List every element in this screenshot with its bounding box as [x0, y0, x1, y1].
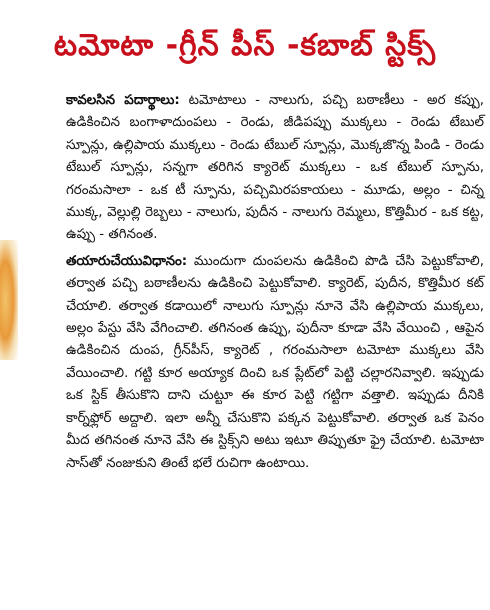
- food-image-fragment: [0, 240, 18, 360]
- method-text: ముందుగా దుంపలను ఉడికించి పొడి చేసి పెట్టుకోవాలి, తర్వాత పచ్చి బఠాణీలను ఉడికించి పెట్టుకోవాలి. క్యారెట్, పుదీన, కొత్తిమీర కట్ చేయాలి. తర్వాత కడాయిలో నాలుగు స్పూన్లు నూనె వేసి ఉల్లిపాయ ముక్కలు, అల్లం పేస్టు వేసి వేగించాలి. తగినంత ఉప్పు, పుదీనా కూడా వేసి వేయించి , ఆపైన ఉడికించిన దుంప, గ్రీన్‌పీస్, క్యారెట్ , గరంమసాలా టమోటా ముక్కలు వేసి వేయించాలి. గట్టి కూర అయ్యాక దించి ఒక ప్లేట్‌లో పెట్టి చల్లారనివ్వాలి. ఇప్పుడు ఒక స్టిక్ తీసుకొని దాని చుట్టూ ఈ కూర పెట్టి గట్టిగా వత్తాలి. ఇప్పుడు దీనికి కార్న్‌ఫ్లోర్ అద్దాలి. ఇలా అన్నీ చేసుకొని పక్కన పెట్టుకోవాలి. తర్వాత ఒక పెనం మీద తగినంత నూనె వేసి ఈ స్టిక్స్‌ని అటు ఇటూ తిప్పుతూ ఫ్రై చేయాలి. టమోటా సాస్‌తో నంజుకుని తింటే భలే రుచిగా ఉంటాయి.: [66, 253, 484, 471]
- ingredients-heading: కావలసిన పదార్థాలు:: [66, 93, 180, 108]
- recipe-title: టమోటా -గ్రీన్ పీస్ -కబాబ్ స్టిక్స్: [53, 28, 437, 63]
- method-heading: తయారుచేయువిధానం:: [66, 253, 188, 269]
- method-paragraph: [22, 251, 484, 475]
- recipe-body: [22, 90, 484, 475]
- ingredients-paragraph: [22, 90, 484, 247]
- ingredients-text: టమోటాలు - నాలుగు, పచ్చి బఠాణీలు - అర కప్పు, ఉడికించిన బంగాళాదుంపలు - రెండు, జీడిపప్పు ముక్కలు - రెండు టేబుల్ స్పూన్లు, ఉల్లిపాయ ముక్కలు - రెండు టేబుల్ స్పూన్లు, మొక్కజొన్న పిండి - రెండు టేబుల్ స్పూన్లు, సన్నగా తరిగిన క్యారెట్ ముక్కలు - ఒక టేబుల్ స్పూను, గరంమసాలా - ఒక టీ స్పూను, పచ్చిమిరపకాయలు - మూడు, అల్లం - చిన్న ముక్క, వెల్లుల్లి రెబ్బలు - నాలుగు, పుదీన - నాలుగు రెమ్మలు, కొత్తిమీర - ఒక కట్ట, ఉప్పు - తగినంత.: [66, 93, 485, 243]
